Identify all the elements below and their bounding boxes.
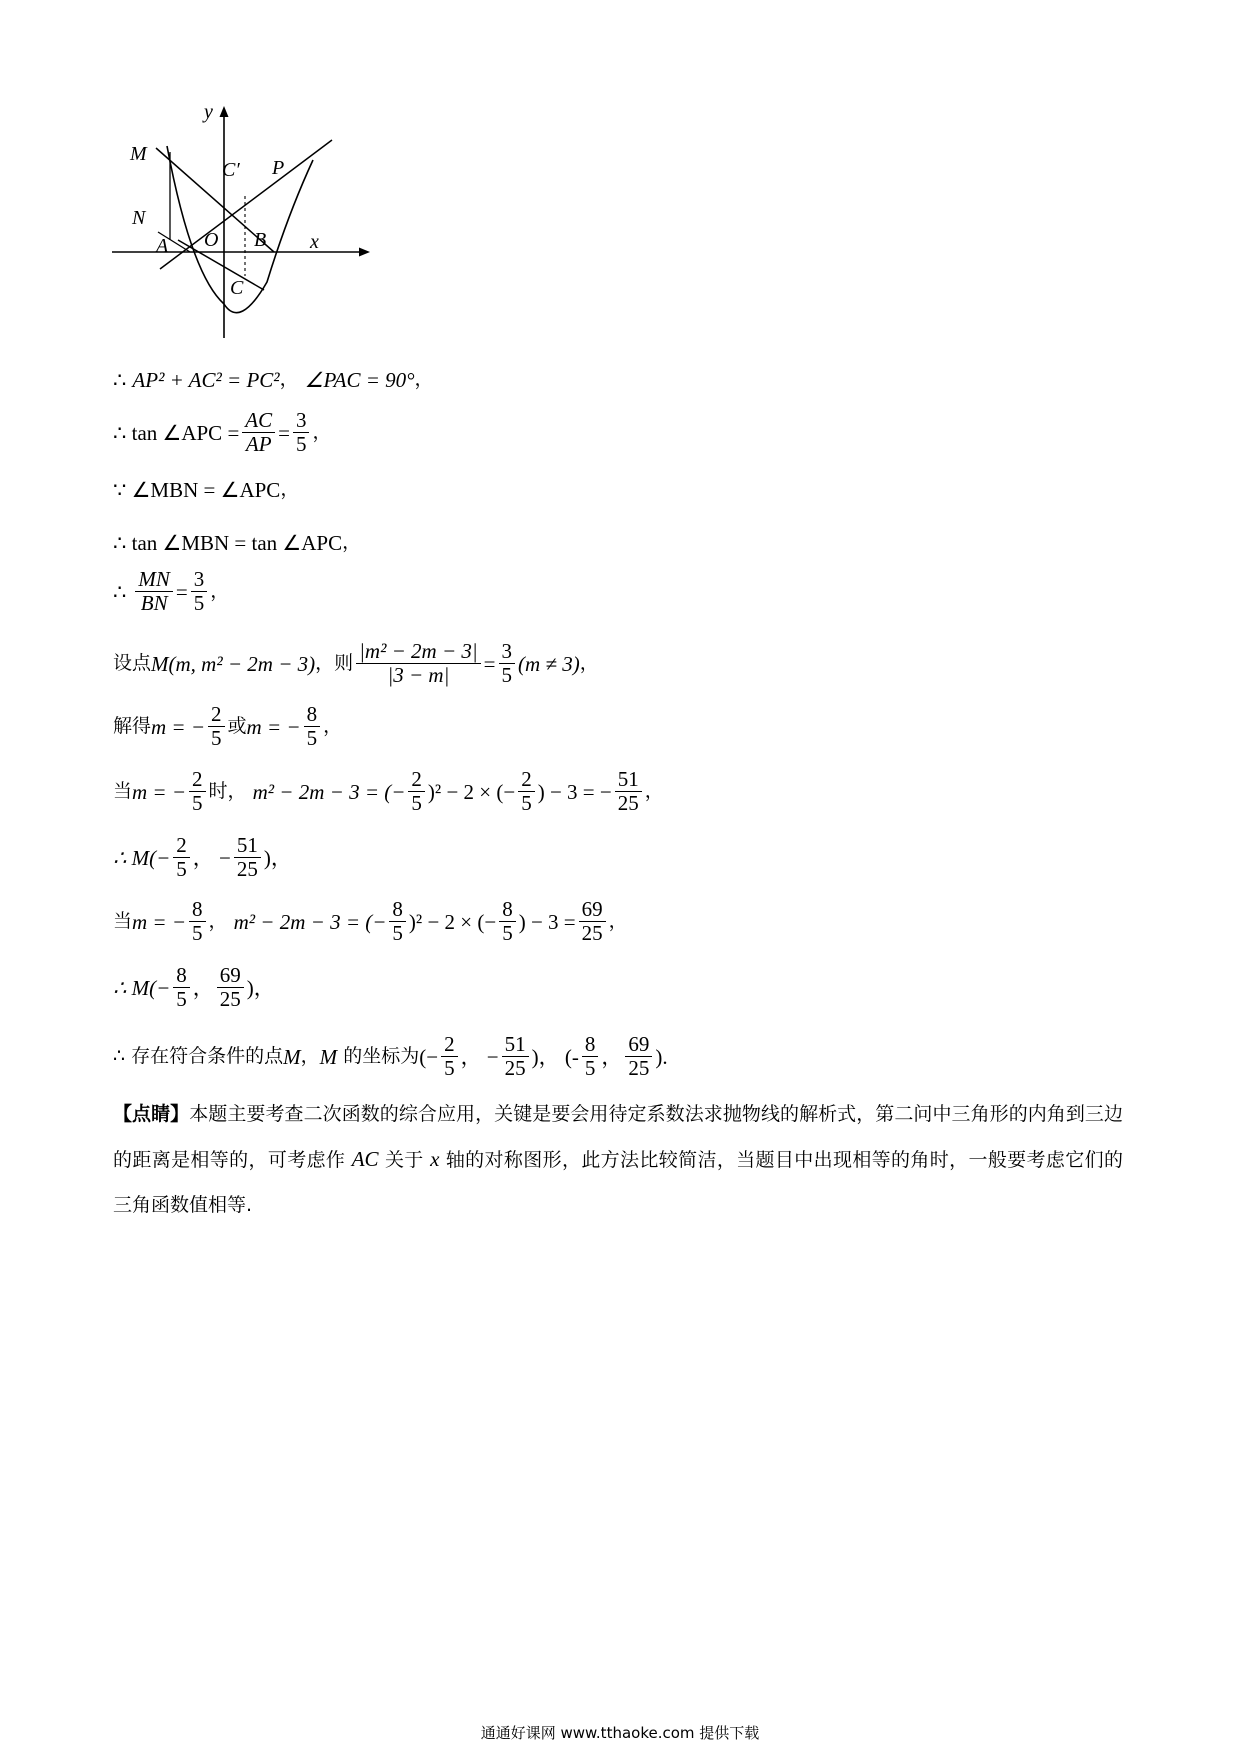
expression-part: )² − 2 × (− [427, 779, 516, 804]
solution-line-5 [113, 568, 229, 615]
therefore-symbol: ∴ [113, 579, 127, 604]
solution-line-10 [113, 898, 628, 945]
m-equals: m = − [132, 779, 187, 804]
fraction-2-5: $\frac{2}{5}$ [408, 768, 425, 815]
fraction-2-5: $\frac{2}{5}$ [189, 768, 206, 815]
equals: = [175, 579, 188, 604]
comment-x: x [430, 1147, 440, 1171]
solution-line-11 [113, 964, 275, 1011]
fraction-69-25: $\frac{69}{25}$ [625, 1033, 652, 1080]
text-when: 当 [113, 909, 133, 932]
label-b: B [254, 229, 267, 251]
label-c-prime: C′ [222, 159, 240, 181]
comment-text-3: 轴的对称图形，此方法比较简洁，当题目中出现相等的角时，一般要考虑它们的三角函数值相等. [113, 1149, 1123, 1216]
line-end: )， [263, 845, 292, 870]
therefore-symbol: ∴ [113, 368, 127, 392]
m-equals: m = − [246, 714, 301, 739]
solution-line-6 [113, 640, 599, 687]
text-when: 当 [113, 779, 133, 802]
label-x: x [310, 231, 319, 253]
m-equals: m = − [132, 909, 187, 934]
expression-part: m² − 2m − 3 = (− [233, 909, 387, 934]
parabola-figure [108, 104, 372, 344]
line-ap [160, 140, 332, 269]
label-p: P [272, 157, 285, 179]
equation-pythagoras: AP² + AC² = PC² [132, 368, 280, 392]
point-m-coordinates: M(m, m² − 2m − 3) [151, 651, 316, 676]
expression-part: m² − 2m − 3 = (− [252, 779, 406, 804]
line-end: ， [342, 531, 362, 554]
line-end: ， [608, 909, 628, 932]
separator: ， [208, 909, 228, 932]
m-equals: m = − [151, 714, 206, 739]
fraction-8-5: $\frac{8}{5}$ [304, 703, 321, 750]
fraction-2-5: $\frac{2}{5}$ [441, 1033, 458, 1080]
text-time: 时， [208, 779, 247, 802]
text-coordinates: 的坐标为 [343, 1044, 420, 1067]
text-solve: 解得 [113, 714, 152, 737]
text-or: 或 [227, 714, 247, 737]
solution-line-8 [113, 768, 664, 815]
fraction-ac-ap: $\frac{AC}{AP}$ [242, 409, 275, 456]
line-ac [178, 240, 264, 290]
x-axis-arrow [359, 248, 370, 257]
text-set-point: 设点 [113, 651, 152, 674]
condition: (m ≠ 3) [518, 651, 580, 676]
line-end: ， [644, 779, 664, 802]
fraction-51-25: $\frac{51}{25}$ [234, 834, 261, 881]
fraction-8-5: $\frac{8}{5}$ [389, 898, 406, 945]
line-end: ， [414, 368, 434, 391]
point-m: M [283, 1044, 301, 1069]
solution-line-4 [113, 531, 361, 555]
fraction-51-25: $\frac{51}{25}$ [502, 1033, 529, 1080]
fraction-8-5: $\frac{8}{5}$ [173, 964, 190, 1011]
separator: ， − [192, 845, 231, 870]
comment-text-1: 本题主要考查二次函数的综合应用，关键是要会用待定系数法求抛物线的解析式，第二问中三角形的内角到三边的距离是相等的，可考虑作 [113, 1103, 1123, 1171]
fraction-3-5: $\frac{3}{5}$ [191, 568, 208, 615]
fraction-3-5: $\frac{3}{5}$ [499, 640, 516, 687]
solution-line-9 [113, 834, 292, 881]
expression-part: ) − 3 = − [537, 779, 612, 804]
line-end: ， [323, 714, 343, 737]
fraction-69-25: $\frac{69}{25}$ [217, 964, 244, 1011]
equals: = [278, 420, 290, 445]
equation-angles-equal: ∵ ∠MBN = ∠APC [113, 478, 281, 502]
label-a: A [156, 235, 169, 257]
label-n: N [132, 207, 146, 229]
fraction-2-5: $\frac{2}{5}$ [208, 703, 225, 750]
separator: ， [192, 975, 214, 1000]
fraction-8-5: $\frac{8}{5}$ [499, 898, 516, 945]
fraction-mn-bn: $\frac{MN}{BN}$ [135, 568, 173, 615]
separator: ， [279, 368, 299, 391]
fraction-abs: $\frac{\text{|m² − 2m − 3|}}{|3 - m|}$ [356, 640, 481, 687]
line-end: )， [246, 975, 275, 1000]
text-then: ，则 [315, 651, 354, 674]
solution-line-3 [113, 478, 299, 502]
fraction-3-5: $\frac{3}{5}$ [293, 409, 310, 456]
label-y: y [204, 104, 213, 123]
equation-tan-equal: ∴ tan ∠MBN = tan ∠APC [113, 531, 343, 555]
fraction-2-5: $\frac{2}{5}$ [173, 834, 190, 881]
expression-part: )² − 2 × (− [408, 909, 497, 934]
solution-line-2 [113, 409, 332, 456]
equation-angle: ∠PAC = 90° [304, 368, 415, 392]
separator: ， − [460, 1044, 499, 1069]
solution-line-1 [113, 368, 434, 392]
separator: ， [300, 1044, 320, 1067]
equals: = [483, 651, 496, 676]
line-end: ， [579, 651, 599, 674]
text-exists: ∴ 存在符合条件的点 [113, 1044, 284, 1067]
separator: )， (- [531, 1044, 579, 1069]
comment-paragraph [113, 1092, 1123, 1228]
comment-ac: AC [351, 1147, 379, 1171]
line-end: ， [280, 478, 300, 501]
line-end: ， [312, 420, 332, 443]
separator: ， [601, 1044, 623, 1069]
comment-text-2: 关于 [384, 1149, 424, 1171]
solution-line-7 [113, 703, 342, 750]
line-end: ). [655, 1044, 668, 1069]
page-footer: 通通好课网 www.tthaoke.com 提供下载 [480, 1724, 760, 1742]
label-c: C [230, 277, 244, 299]
fraction-8-5: $\frac{8}{5}$ [189, 898, 206, 945]
label-o: O [204, 229, 219, 251]
paren-open: (− [419, 1044, 439, 1069]
expression-part: ) − 3 = [518, 909, 576, 934]
line-end: ， [210, 579, 230, 602]
y-axis-arrow [220, 106, 229, 117]
point-m-prefix: ∴ M(− [113, 975, 171, 1000]
equation-prefix: ∴ tan ∠APC = [113, 420, 240, 445]
solution-line-12 [113, 1033, 668, 1080]
point-m-prefix: ∴ M(− [113, 845, 171, 870]
point-m: M [319, 1044, 338, 1069]
label-m: M [130, 143, 147, 165]
fraction-51-25: $\frac{51}{25}$ [615, 768, 642, 815]
comment-tag: 【点睛】 [113, 1103, 190, 1125]
fraction-2-5: $\frac{2}{5}$ [518, 768, 535, 815]
fraction-8-5: $\frac{8}{5}$ [582, 1033, 599, 1080]
fraction-69-25: $\frac{69}{25}$ [579, 898, 606, 945]
